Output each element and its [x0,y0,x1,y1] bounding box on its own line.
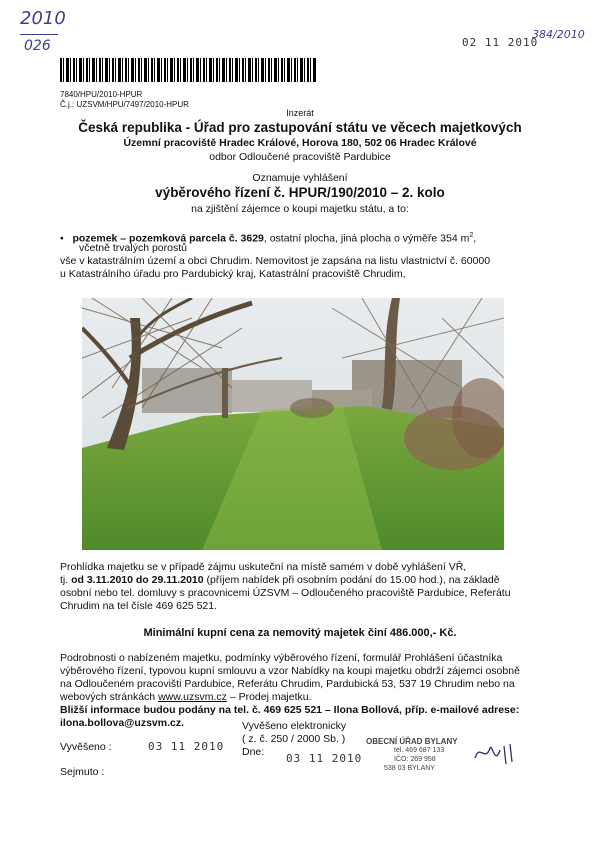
posted-label: Vyvěšeno : [60,741,112,753]
stamp-line3: IČO: 269 958 [394,756,436,763]
handwritten-ref: 384/2010 [532,28,585,41]
department: odbor Odloučené pracoviště Pardubice [209,151,391,163]
tender-title: výběrového řízení č. HPUR/190/2010 – 2. kolo [155,185,445,200]
details-web-suffix: – Prodej majetku. [226,691,312,703]
office-stamp [366,737,486,777]
handwritten-code: 026 [24,38,51,54]
details-line4 [60,691,312,704]
viewing-line2 [60,574,540,587]
parcel-comma: , [473,232,477,245]
viewing-line1: Prohlídka majetku se v případě zájmu uskuteční na místě samém v době vyhlášení VŘ, [60,561,467,573]
viewing-rest: (příjem nabídek při osobním podání do 15.00 hod.), na základě [203,574,500,586]
contact-email[interactable]: ilona.bollova@uzsvm.cz. [60,717,185,729]
details-line1: Podrobnosti o nabízeném majetku, podmínky výběrového řízení, formulář Prohlášení účastníka [60,652,503,664]
announcement-label: Oznamuje vyhlášení [252,172,348,184]
details-line3: na Odloučeném pracovišti Pardubice, Referátu Chrudim, Pardubická 53, 537 19 Chrudim nebo na [60,678,515,690]
posted-date: 03 11 2010 [148,740,225,753]
viewing-tj: tj. [60,574,72,586]
signature [470,738,520,773]
electronic-label: Vyvěšeno elektronicky [242,720,347,732]
inzerat-label: Inzerát [286,108,314,118]
parcel-photo [82,298,504,550]
property-line2: včetně trvalých porostů [79,242,187,254]
handwritten-year: 2010 [20,8,66,29]
property-line3: vše v katastrálním území a obci Chrudim. Nemovitost je zapsána na listu vlastnictví č. 60000 [60,255,491,267]
parcel-name: pozemek – pozemková parcela č. 3629 [72,232,264,245]
parcel-desc: , ostatní plocha, jiná plocha o výměře 354 m [263,232,470,245]
handwritten-underline [20,34,58,35]
minimum-price: Minimální kupní cena za nemovitý majetek činí 486.000,- Kč. [143,627,457,639]
office-address: Územní pracoviště Hradec Králové, Horova 180, 502 06 Hradec Králové [123,137,477,149]
sup-2: 2 [469,232,474,239]
property-line4: u Katastrálního úřadu pro Pardubický kraj, Katastrální pracoviště Chrudim, [60,268,406,280]
stamp-line1: OBECNÍ ÚŘAD BYLANY [366,737,458,746]
contact-info: Bližší informace budou podány na tel. č. 469 625 521 – Ilona Bollová, příp. e-mailové adrese: [60,704,520,716]
viewing-dates: od 3.11.2010 do 29.11.2010 [71,574,204,586]
website-link[interactable]: www.uzsvm.cz [158,691,227,703]
tender-purpose: na zjištění zájemce o koupi majetku státu, a to: [191,203,409,215]
viewing-line4: Chrudim na tel čísle 469 625 521. [60,600,218,612]
received-date-stamp: 02 11 2010 [462,36,539,49]
date-label: Dne: [242,746,265,758]
stamp-line4: 538 03 BYLANY [384,765,435,772]
viewing-line3: osobní nebo tel. domluvy s pracovnicemi ÚZSVM – Odloučeného pracoviště Pardubice, Referátu [60,587,511,599]
case-number: Č.j.: UZSVM/HPU/7497/2010-HPUR [60,100,189,109]
ref-number: 7840/HPU/2010-HPUR [60,90,143,99]
electronic-date: 03 11 2010 [286,752,363,765]
details-web-prefix: webových stránkách [60,691,159,703]
barcode [60,58,316,82]
removed-label: Sejmuto : [60,766,105,778]
electronic-law: ( z. č. 250 / 2000 Sb. ) [242,733,346,745]
stamp-line2: tel. 469 687 133 [394,747,445,754]
details-line2: výběrového řízení, typovou kupní smlouvu a vzor Nabídky na koupi majetku obdrží zájemci osobně [60,665,520,677]
office-title: Česká republika - Úřad pro zastupování státu ve věcech majetkových [78,120,522,135]
bullet-dot: • [60,232,73,245]
